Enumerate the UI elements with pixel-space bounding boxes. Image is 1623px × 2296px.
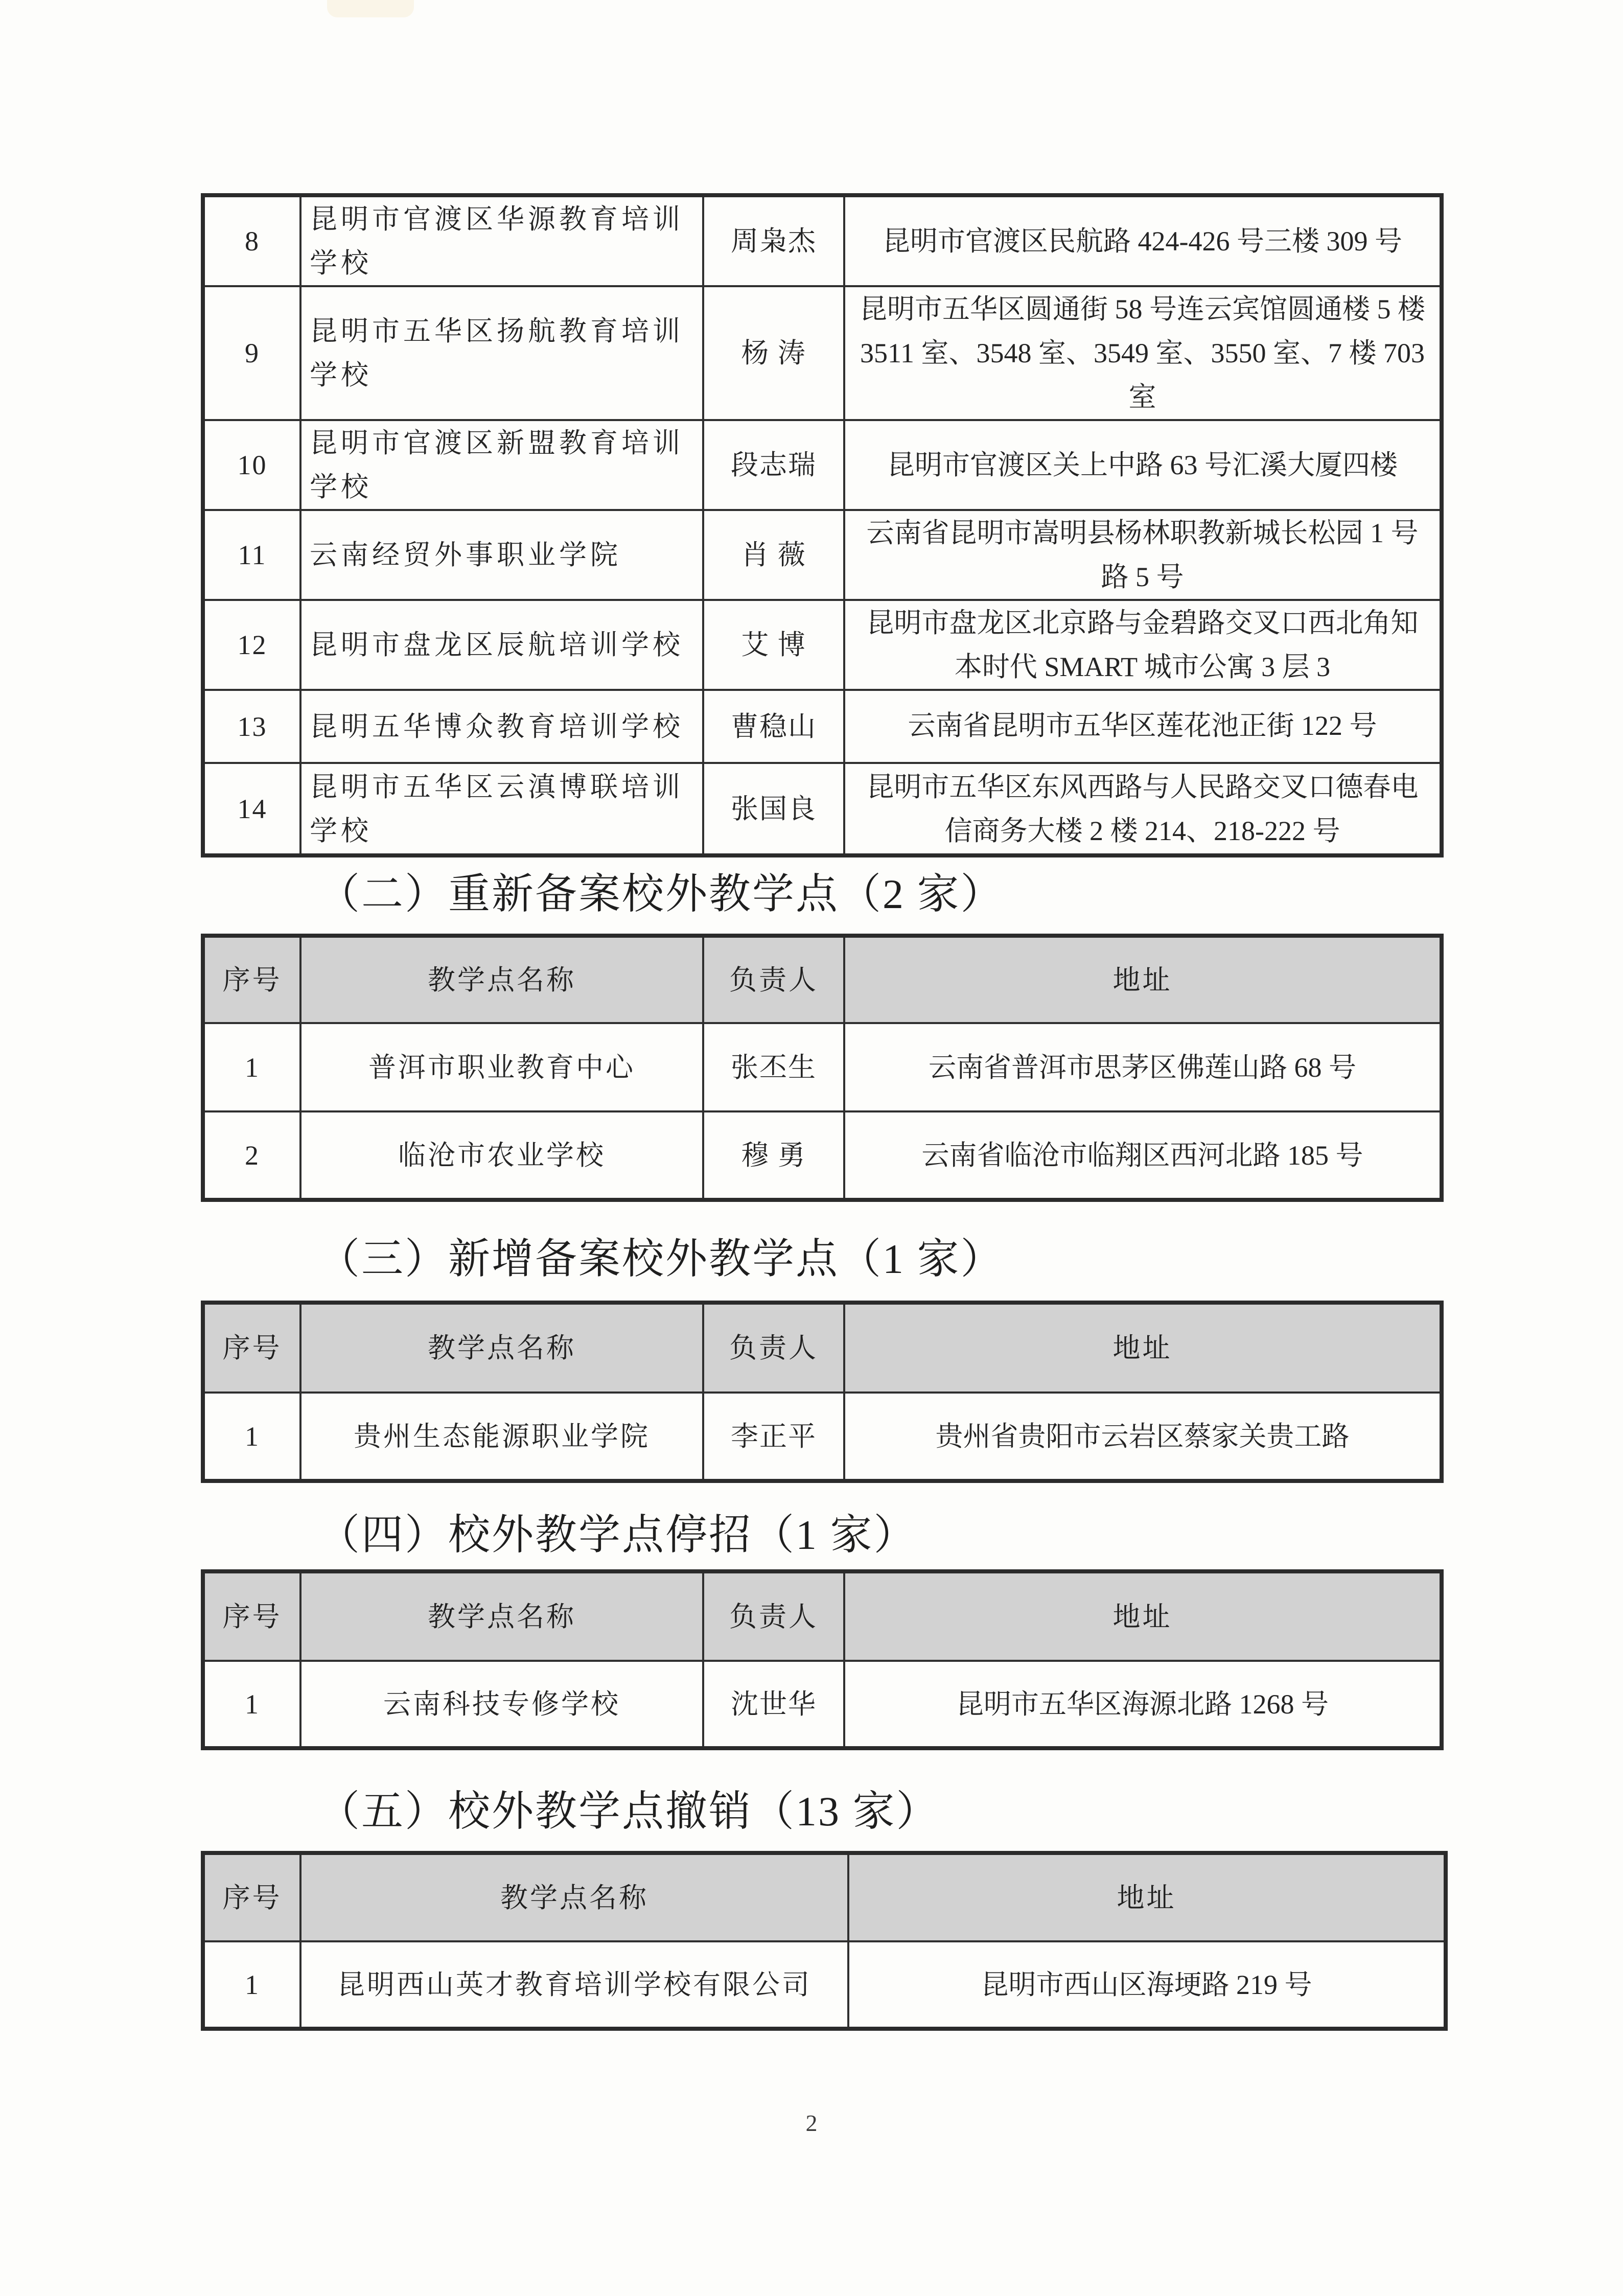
header-row: [203, 1853, 1446, 1941]
section5-table: [201, 1851, 1448, 2031]
cell-person: 李正平: [703, 1393, 844, 1481]
cell-person: 曹稳山: [703, 690, 844, 763]
page-number: 2: [805, 2110, 818, 2136]
cell-person: 张国良: [703, 763, 844, 855]
header-name: 教学点名称: [300, 1853, 848, 1941]
table-row: [203, 600, 1442, 690]
cell-person: 肖 薇: [703, 510, 844, 600]
cell-name: 云南科技专修学校: [300, 1661, 703, 1748]
cell-name: 昆明市五华区云滇博联培训学校: [300, 763, 703, 855]
cell-no: 10: [203, 420, 300, 510]
cell-name: 昆明市官渡区新盟教育培训学校: [300, 420, 703, 510]
cell-address: 昆明市官渡区民航路 424-426 号三楼 309 号: [844, 195, 1442, 286]
header-person: 负责人: [703, 1571, 844, 1661]
header-no: 序号: [203, 1571, 300, 1661]
header-no: 序号: [203, 1303, 300, 1393]
cell-person: 穆 勇: [703, 1111, 844, 1200]
header-row: [203, 1303, 1442, 1393]
table-row: [203, 286, 1442, 420]
header-row: [203, 936, 1442, 1023]
header-name: 教学点名称: [300, 1571, 703, 1661]
section4-title: （四）校外教学点停招（1 家）: [318, 1512, 917, 1558]
cell-address: 云南省临沧市临翔区西河北路 185 号: [844, 1111, 1442, 1200]
cell-name: 昆明市官渡区华源教育培训学校: [300, 195, 703, 286]
cell-address: 昆明市盘龙区北京路与金碧路交叉口西北角知本时代 SMART 城市公寓 3 层 3: [844, 600, 1442, 690]
header-person: 负责人: [703, 936, 844, 1023]
cell-no: 1: [203, 1941, 300, 2029]
cell-address: 贵州省贵阳市云岩区蔡家关贵工路: [844, 1393, 1442, 1481]
table-row: [203, 690, 1442, 763]
section3-table: [201, 1301, 1444, 1483]
cell-name: 云南经贸外事职业学院: [300, 510, 703, 600]
cell-no: 1: [203, 1661, 300, 1748]
cell-name: 贵州生态能源职业学院: [300, 1393, 703, 1481]
header-person: 负责人: [703, 1303, 844, 1393]
cell-person: 张丕生: [703, 1023, 844, 1111]
cell-name: 昆明五华博众教育培训学校: [300, 690, 703, 763]
header-no: 序号: [203, 936, 300, 1023]
cell-no: 12: [203, 600, 300, 690]
cell-address: 昆明市西山区海埂路 219 号: [848, 1941, 1446, 2029]
table-row: [203, 763, 1442, 855]
header-address: 地址: [844, 1571, 1442, 1661]
cell-no: 14: [203, 763, 300, 855]
header-address: 地址: [848, 1853, 1446, 1941]
header-name: 教学点名称: [300, 1303, 703, 1393]
cell-address: 昆明市官渡区关上中路 63 号汇溪大厦四楼: [844, 420, 1442, 510]
cell-name: 普洱市职业教育中心: [300, 1023, 703, 1111]
cell-name: 临沧市农业学校: [300, 1111, 703, 1200]
cell-name: 昆明西山英才教育培训学校有限公司: [300, 1941, 848, 2029]
cell-no: 11: [203, 510, 300, 600]
table-row: [203, 1023, 1442, 1111]
cell-name: 昆明市盘龙区辰航培训学校: [300, 600, 703, 690]
cell-person: 段志瑞: [703, 420, 844, 510]
cell-no: 1: [203, 1023, 300, 1111]
cell-address: 云南省昆明市嵩明县杨林职教新城长松园 1 号路 5 号: [844, 510, 1442, 600]
cell-no: 13: [203, 690, 300, 763]
header-address: 地址: [844, 1303, 1442, 1393]
table-row: [203, 510, 1442, 600]
cell-address: 昆明市五华区东风西路与人民路交叉口德春电信商务大楼 2 楼 214、218-222 号: [844, 763, 1442, 855]
cell-person: 艾 博: [703, 600, 844, 690]
header-address: 地址: [844, 936, 1442, 1023]
section2-title: （二）重新备案校外教学点（2 家）: [318, 871, 1004, 917]
header-name: 教学点名称: [300, 936, 703, 1023]
table-row: [203, 420, 1442, 510]
section3-title: （三）新增备案校外教学点（1 家）: [318, 1236, 1004, 1282]
section4-table: [201, 1569, 1444, 1750]
cell-address: 云南省昆明市五华区莲花池正街 122 号: [844, 690, 1442, 763]
table-row: [203, 195, 1442, 286]
cell-no: 9: [203, 286, 300, 420]
table-row: [203, 1941, 1446, 2029]
cell-person: 沈世华: [703, 1661, 844, 1748]
header-row: [203, 1571, 1442, 1661]
cell-address: 昆明市五华区海源北路 1268 号: [844, 1661, 1442, 1748]
cell-person: 周枭杰: [703, 195, 844, 286]
cell-no: 1: [203, 1393, 300, 1481]
cell-address: 昆明市五华区圆通街 58 号连云宾馆圆通楼 5 楼 3511 室、3548 室、3549 室、3550 室、7 楼 703 室: [844, 286, 1442, 420]
section2-table: [201, 934, 1444, 1202]
cell-no: 8: [203, 195, 300, 286]
section5-title: （五）校外教学点撤销（13 家）: [318, 1788, 940, 1835]
table-row: [203, 1393, 1442, 1481]
cell-person: 杨 涛: [703, 286, 844, 420]
table-row: [203, 1111, 1442, 1200]
cell-no: 2: [203, 1111, 300, 1200]
cell-name: 昆明市五华区扬航教育培训学校: [300, 286, 703, 420]
scan-smudge: [327, 0, 414, 17]
continued-table: [201, 193, 1444, 857]
header-no: 序号: [203, 1853, 300, 1941]
cell-address: 云南省普洱市思茅区佛莲山路 68 号: [844, 1023, 1442, 1111]
table-row: [203, 1661, 1442, 1748]
